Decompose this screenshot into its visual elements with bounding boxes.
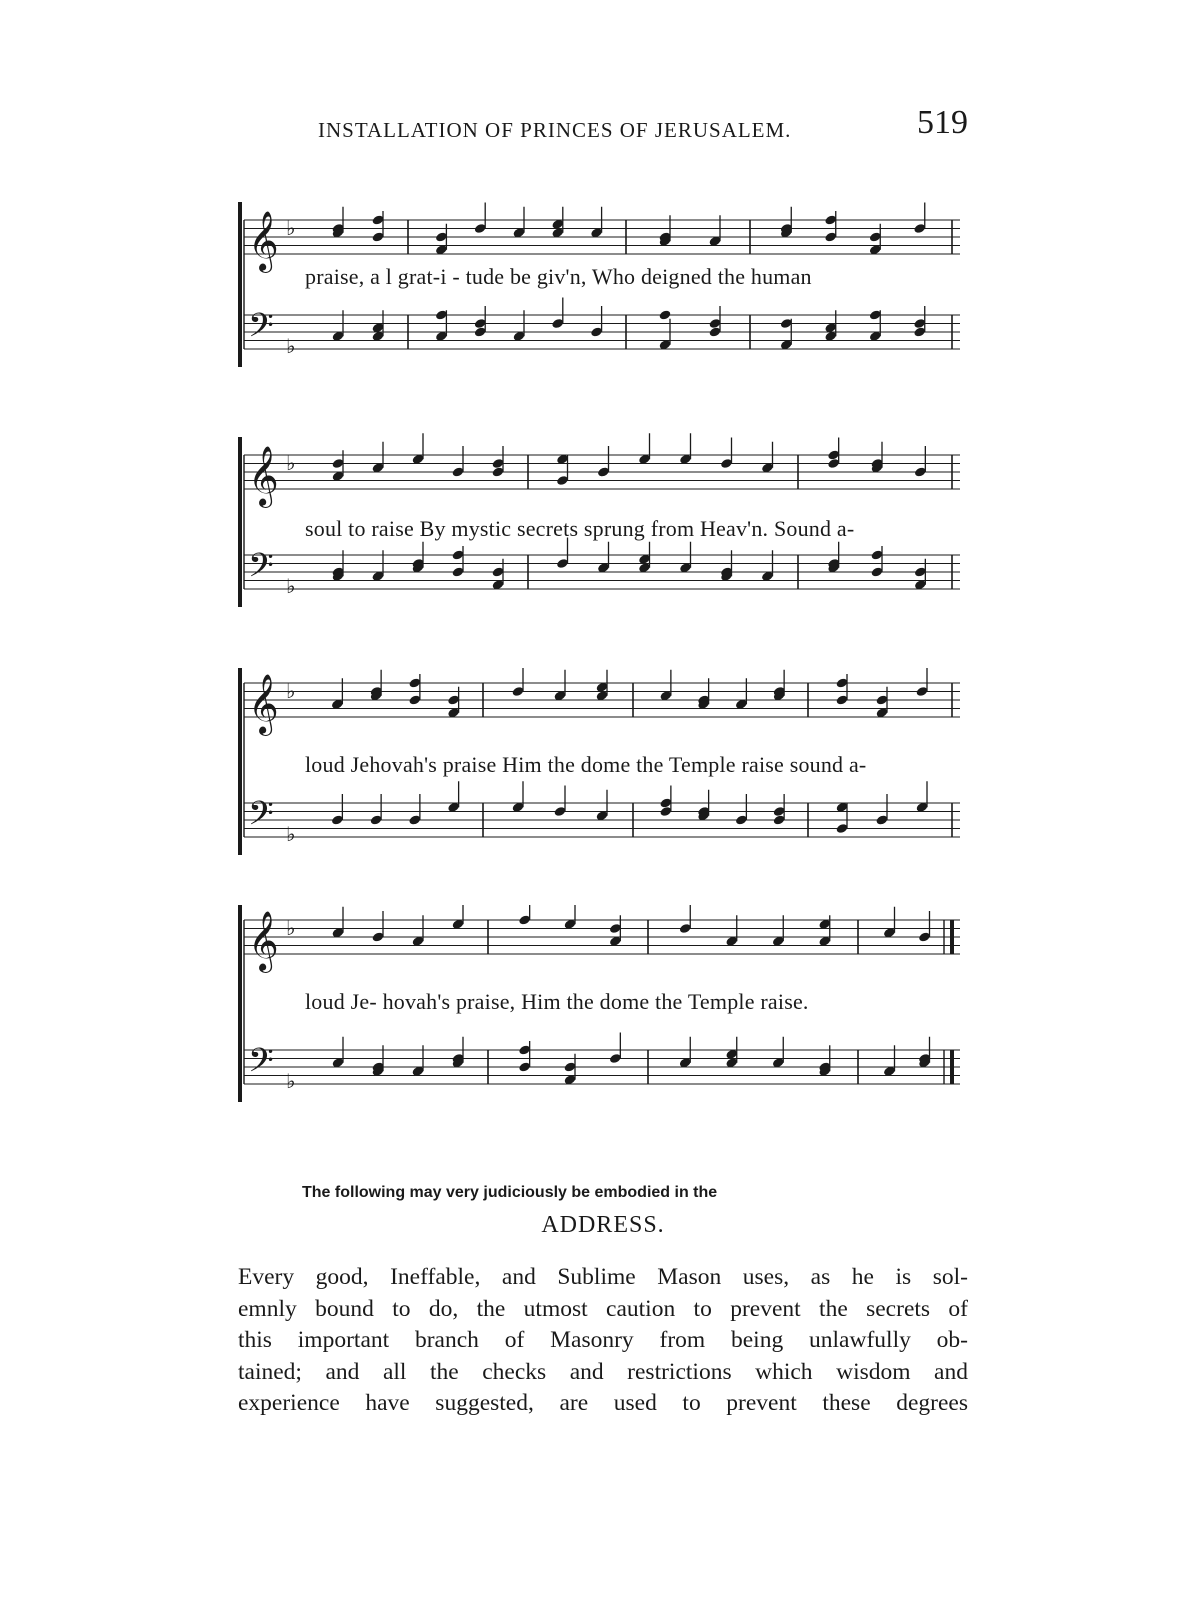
body-line: Every good, Ineffable, and Sublime Mason uses, as he is sol- <box>238 1264 968 1290</box>
music-system-4 <box>238 905 978 1115</box>
bass-clef-icon: 𝄢 <box>248 307 274 353</box>
treble-clef-icon: 𝄞 <box>248 911 279 971</box>
lyric-line: loud Je- hovah's praise, Him the dome the Temple raise. <box>305 989 809 1014</box>
flat-sign-icon: ♭ <box>286 679 296 703</box>
treble-clef-icon: 𝄞 <box>248 446 279 506</box>
body-line: this important branch of Masonry from being unlawfully ob- <box>238 1327 968 1353</box>
treble-clef-icon: 𝄞 <box>248 674 279 734</box>
flat-sign-icon: ♭ <box>286 1069 296 1093</box>
page-number: 519 <box>917 104 968 141</box>
system-bracket <box>238 202 242 367</box>
lyric-line: praise, a l grat-i - tude be giv'n, Who deigned the human <box>305 264 812 289</box>
flat-sign-icon: ♭ <box>286 822 296 846</box>
body-paragraph <box>238 1262 968 1420</box>
system-bracket <box>238 437 242 607</box>
system-bracket <box>238 668 242 855</box>
flat-sign-icon: ♭ <box>286 574 296 598</box>
running-head-title: INSTALLATION OF PRINCES OF JERUSALEM. <box>318 118 792 142</box>
flat-sign-icon: ♭ <box>286 334 296 358</box>
bass-clef-icon: 𝄢 <box>248 547 274 593</box>
bass-clef-icon: 𝄢 <box>248 795 274 841</box>
music-system-1 <box>238 180 978 380</box>
intro-note: The following may very judiciously be embodied in the <box>302 1184 718 1201</box>
flat-sign-icon: ♭ <box>286 451 296 475</box>
running-head <box>318 104 968 144</box>
body-line: tained; and all the checks and restrictions which wisdom and <box>238 1358 968 1385</box>
body-line: emnly bound to do, the utmost caution to prevent the secrets of <box>238 1295 968 1322</box>
system-bracket <box>238 905 242 1102</box>
section-heading: ADDRESS. <box>541 1212 665 1238</box>
music-system-3 <box>238 668 978 868</box>
body-line: experience have suggested, are used to prevent these degrees <box>238 1390 968 1416</box>
flat-sign-icon: ♭ <box>286 916 296 940</box>
music-system-2 <box>238 410 978 630</box>
bass-clef-icon: 𝄢 <box>248 1042 274 1088</box>
flat-sign-icon: ♭ <box>286 216 296 240</box>
lyric-line: loud Jehovah's praise Him the dome the Temple raise sound a- <box>305 752 867 777</box>
lyric-line: soul to raise By mystic secrets sprung from Heav'n. Sound a- <box>305 516 855 541</box>
treble-clef-icon: 𝄞 <box>248 211 279 271</box>
